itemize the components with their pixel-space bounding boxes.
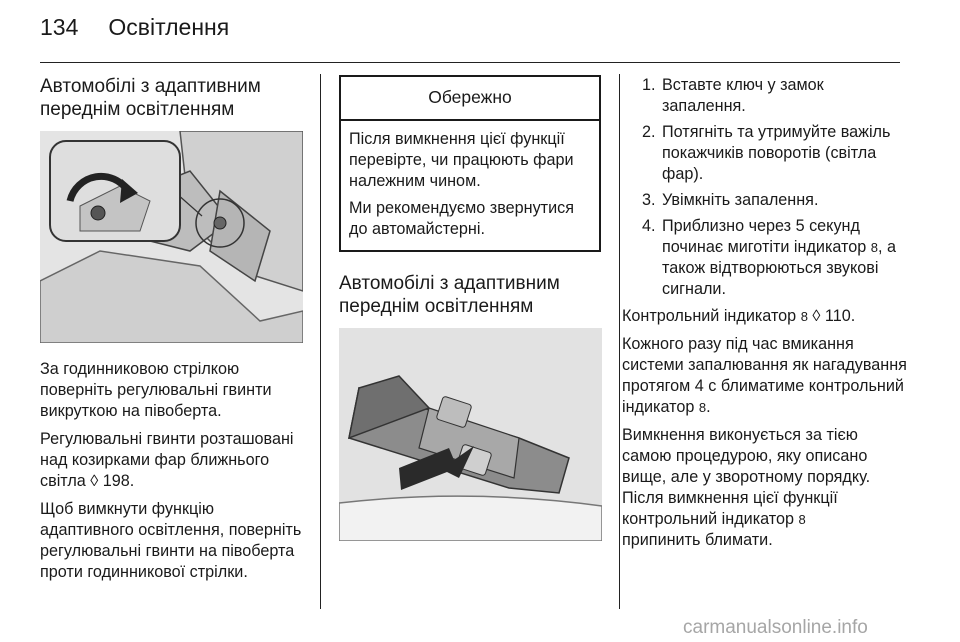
- step-3: 3. Увімкніть запалення.: [642, 191, 819, 209]
- instruction-disable: Щоб вимкнути функцію адаптивного освітлення, поверніть регулювальні гвинти на півоберта проти годинникової стрілки.: [40, 500, 302, 581]
- page-ref-arrow-icon: ◊: [90, 472, 99, 490]
- step-1: 1. Вставте ключ у замок запалення.: [642, 76, 824, 115]
- control-indicator-ref: Контрольний індикатор 8 ◊ 110.: [622, 307, 856, 325]
- afl-indicator-icon: 8: [798, 512, 806, 527]
- steps-list: [622, 75, 907, 300]
- turn-signal-lever-illustration: [339, 328, 602, 541]
- screw-location-body: Регулювальні гвинти розташовані над козирками фар ближнього світла: [40, 430, 294, 490]
- headlight-screw-illustration: [40, 131, 303, 343]
- instruction-clockwise: За годинниковою стрілкою поверніть регулювальні гвинти викруткою на півоберта.: [40, 360, 272, 420]
- afl-indicator-icon: 8: [870, 240, 878, 255]
- right-column: [622, 75, 907, 558]
- step-4: 4. Приблизно через 5 секунд починає миготіти індикатор 8, а також відтворюються звукові сигнали.: [642, 217, 896, 298]
- page-ref-arrow-icon: ◊: [812, 307, 821, 325]
- left-column: [40, 75, 308, 590]
- step-2: 2. Потягніть та утримуйте важіль покажчиків поворотів (світла фар).: [642, 123, 891, 183]
- page-ref-link[interactable]: 198.: [102, 472, 135, 490]
- disable-procedure-text: Вимкнення виконується за тією самою процедурою, яку описано вище, але у зворотному порядку. Після вимкнення цієї функції контрольний індикатор 8 припинить блимати.: [622, 426, 871, 549]
- headlight-screw-drawing: [40, 131, 303, 343]
- caution-title: Обережно: [341, 77, 599, 121]
- section-heading-1: Автомобілі з адаптивним переднім освітленням: [40, 76, 261, 120]
- caution-text-2: Ми рекомендуємо звернутися до автомайстерні.: [349, 199, 574, 238]
- column-divider-1: [320, 74, 321, 609]
- caution-box: [339, 75, 601, 252]
- watermark: carmanualsonline.info: [683, 617, 868, 638]
- turn-signal-lever-drawing: [339, 328, 602, 541]
- header-rule: [40, 62, 900, 63]
- section-title: Освітлення: [108, 14, 230, 40]
- column-divider-2: [619, 74, 620, 609]
- afl-indicator-icon: 8: [800, 309, 808, 324]
- section-heading-2: Автомобілі з адаптивним переднім освітленням: [339, 273, 560, 317]
- reminder-text: Кожного разу під час вмикання системи запалювання як нагадування протягом 4 с блиматиме контрольний індикатор 8.: [622, 335, 907, 416]
- page-number: 134: [40, 14, 79, 40]
- page-header: [40, 14, 229, 41]
- middle-column: [339, 75, 601, 557]
- page-ref-link[interactable]: 110.: [824, 307, 856, 325]
- afl-indicator-icon: 8: [698, 400, 707, 415]
- screw-location-text: [40, 429, 308, 492]
- caution-text-1: Після вимкнення цієї функції перевірте, чи працюють фари належним чином.: [349, 130, 574, 190]
